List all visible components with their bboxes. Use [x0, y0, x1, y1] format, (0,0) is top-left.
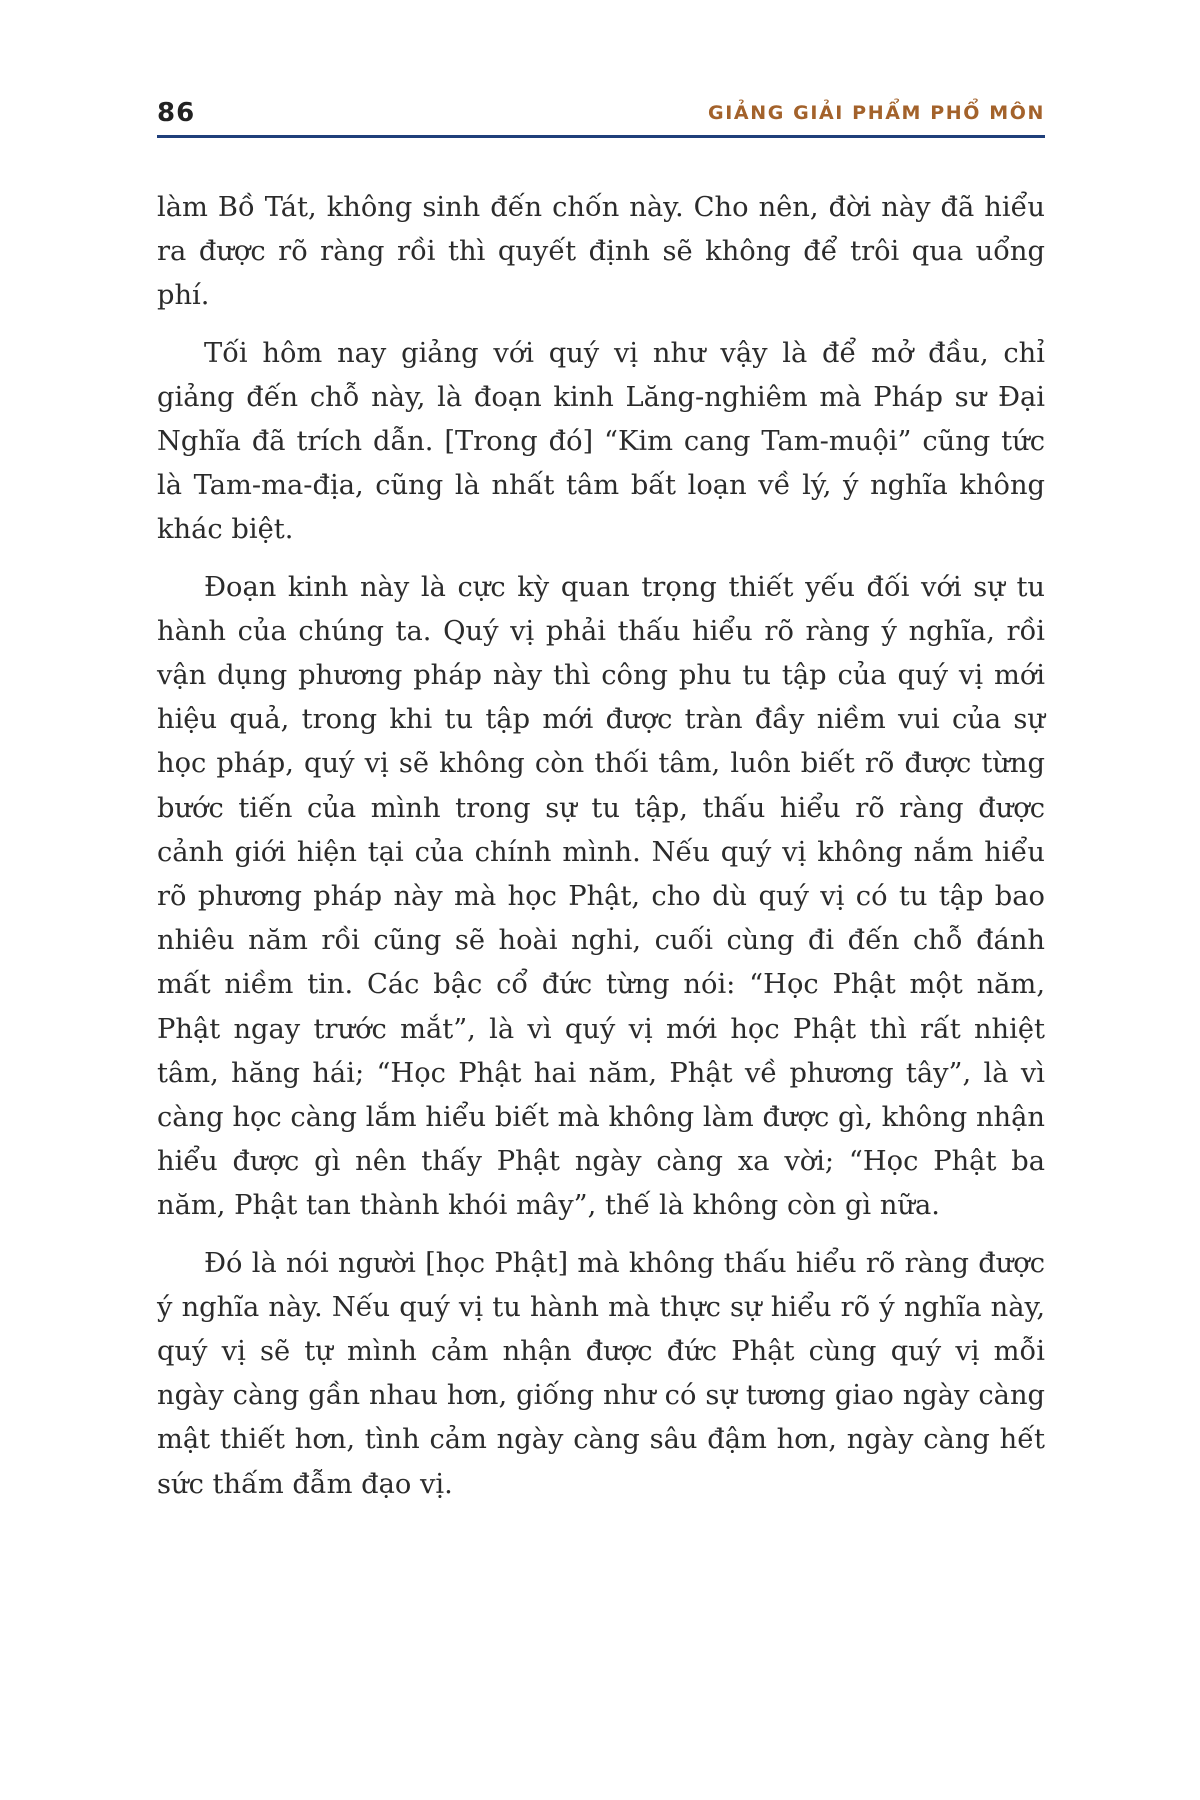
page-header	[157, 96, 1045, 136]
running-title: GIẢNG GIẢI PHẨM PHỔ MÔN	[708, 102, 1045, 124]
paragraph-2: Tối hôm nay giảng với quý vị như vậy là để mở đầu, chỉ giảng đến chỗ này, là đoạn kinh Lăng-nghiêm mà Pháp sư Đại Nghĩa đã trích dẫn. [Trong đó] “Kim cang Tam-muội” cũng tức là Tam-ma-địa, cũng là nhất tâm bất loạn về lý, ý nghĩa không khác biệt.	[157, 337, 1045, 546]
paragraph-4: Đó là nói người [học Phật] mà không thấu hiểu rõ ràng được ý nghĩa này. Nếu quý vị tu hành mà thực sự hiểu rõ ý nghĩa này, quý vị sẽ tự mình cảm nhận được đức Phật cùng quý vị mỗi ngày càng gần nhau hơn, giống như có sự tương giao ngày càng mật thiết hơn, tình cảm ngày càng sâu đậm hơn, ngày càng hết sức thấm đẫm đạo vị.	[157, 1247, 1045, 1500]
page-number: 86	[157, 98, 196, 128]
header-rule	[157, 135, 1045, 138]
body-text	[157, 186, 1045, 1520]
paragraph-3: Đoạn kinh này là cực kỳ quan trọng thiết yếu đối với sự tu hành của chúng ta. Quý vị phải thấu hiểu rõ ràng ý nghĩa, rồi vận dụng phương pháp này thì công phu tu tập của quý vị mới hiệu quả, trong khi tu tập mới được tràn đầy niềm vui của sự học pháp, quý vị sẽ không còn thối tâm, luôn biết rõ được từng bước tiến của mình trong sự tu tập, thấu hiểu rõ ràng được cảnh giới hiện tại của chính mình. Nếu quý vị không nắm hiểu rõ phương pháp này mà học Phật, cho dù quý vị có tu tập bao nhiêu năm rồi cũng sẽ hoài nghi, cuối cùng đi đến chỗ đánh mất niềm tin. Các bậc cổ đức từng nói: “Học Phật một năm, Phật ngay trước mắt”, là vì quý vị mới học Phật thì rất nhiệt tâm, hăng hái; “Học Phật hai năm, Phật về phương tây”, là vì càng học càng lắm hiểu biết mà không làm được gì, không nhận hiểu được gì nên thấy Phật ngày càng xa vời; “Học Phật ba năm, Phật tan thành khói mây”, thế là không còn gì nữa.	[157, 571, 1045, 1222]
paragraph-1: làm Bồ Tát, không sinh đến chốn này. Cho nên, đời này đã hiểu ra được rõ ràng rồi thì quyết định sẽ không để trôi qua uổng phí.	[157, 192, 1045, 312]
